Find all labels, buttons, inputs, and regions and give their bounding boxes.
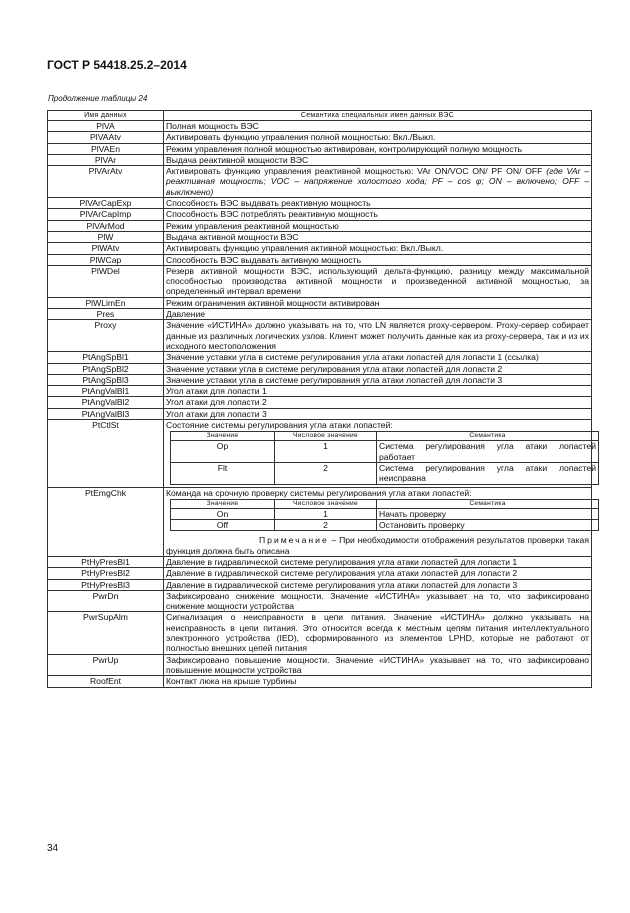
data-name-cell: PwrDn	[48, 590, 164, 612]
data-name-cell: PtAngSpBl2	[48, 363, 164, 374]
data-name-cell: Proxy	[48, 320, 164, 352]
desc-text: Активировать функцию управления полной мощностью: Вкл./Выкл.	[166, 132, 436, 143]
sub-row	[171, 508, 599, 519]
table-row	[48, 143, 592, 154]
document-header: ГОСТ Р 54418.25.2–2014	[47, 58, 187, 72]
data-desc-cell	[164, 579, 592, 590]
data-name-cell: PlWLimEn	[48, 297, 164, 308]
column-header-name: Имя данных	[48, 111, 164, 121]
data-name-cell: PtAngSpBl1	[48, 352, 164, 363]
table-row	[48, 363, 592, 374]
data-desc-cell	[164, 166, 592, 198]
data-name-cell: PtAngValBl2	[48, 397, 164, 408]
sub-num: 1	[275, 441, 377, 463]
table-row	[48, 209, 592, 220]
data-name-cell: PtAngSpBl3	[48, 374, 164, 385]
desc-text: Способность ВЭС выдавать реактивную мощность	[166, 198, 371, 209]
table-row	[48, 397, 592, 408]
table-row	[48, 676, 592, 687]
desc-text: Контакт люка на крыше турбины	[166, 676, 297, 687]
sub-header-num: Числовое значение	[275, 432, 377, 441]
data-name-cell: PlVArCapExp	[48, 198, 164, 209]
data-name-cell: PtAngValBl1	[48, 386, 164, 397]
data-desc-cell	[164, 374, 592, 385]
desc-text: Зафиксировано снижение мощности. Значение «ИСТИНА» указывает на то, что зафиксировано снижение мощности устройства	[166, 590, 589, 612]
data-desc-cell	[164, 320, 592, 352]
desc-text: Режим управления реактивной мощностью	[166, 220, 339, 231]
ptemgchk-subtable	[170, 499, 599, 532]
data-name-cell: PtAngValBl3	[48, 408, 164, 419]
sub-num: 2	[275, 520, 377, 531]
table-row	[48, 320, 592, 352]
data-desc-cell	[164, 243, 592, 254]
table-row	[48, 243, 592, 254]
table-row	[48, 132, 592, 143]
data-desc-cell	[164, 654, 592, 676]
table-row	[48, 386, 592, 397]
data-name-cell: PwrSupAlm	[48, 612, 164, 654]
sub-sem: Остановить проверку	[377, 520, 599, 531]
sub-header-value: Значение	[171, 432, 275, 441]
data-desc-cell	[164, 143, 592, 154]
data-name-cell: PlWDel	[48, 265, 164, 297]
sub-row	[171, 441, 599, 463]
data-name-cell: PwrUp	[48, 654, 164, 676]
desc-text: Угол атаки для лопасти 2	[166, 397, 267, 408]
ptctlst-desc: Состояние системы регулирования угла атаки лопастей:	[166, 420, 393, 431]
data-desc-cell	[164, 408, 592, 419]
data-desc-cell	[164, 676, 592, 687]
sub-sem: Начать проверку	[377, 508, 599, 519]
table-row	[48, 568, 592, 579]
data-name-cell: PtHyPresBl1	[48, 556, 164, 567]
sub-value: Op	[171, 441, 275, 463]
sub-row	[171, 462, 599, 484]
table-row	[48, 166, 592, 198]
desc-text: Угол атаки для лопасти 3	[166, 408, 267, 419]
data-desc-cell	[164, 220, 592, 231]
note-text: – При необходимости отображения результатов проверки такая функция должна быть описана	[166, 535, 589, 556]
data-name-cell: PlVArAtv	[48, 166, 164, 198]
desc-text: Зафиксировано повышение мощности. Значение «ИСТИНА» указывает на то, что зафиксировано повышение мощности устройства	[166, 654, 589, 675]
desc-italic-text: (где VAr – реактивная мощность; VOC – напряжение холостого хода; PF – cos φ; ON – включено; OFF – выключено)	[166, 166, 589, 197]
sub-header-semantics: Семантика	[377, 499, 599, 508]
ptemgchk-desc: Команда на срочную проверку системы регулирования угла атаки лопастей:	[166, 487, 472, 498]
data-desc-cell	[164, 352, 592, 363]
sub-header-semantics: Семантика	[377, 432, 599, 441]
desc-text: Давление в гидравлической системе регулирования угла атаки лопастей для лопасти 3	[166, 579, 518, 590]
table-row	[48, 231, 592, 242]
desc-text: Активировать функцию управления реактивной мощностью: VAr ON/VOC ON/ PF ON/ OFF	[166, 166, 547, 177]
table-row	[48, 420, 592, 487]
desc-text: Давление в гидравлической системе регулирования угла атаки лопастей для лопасти 2	[166, 568, 518, 579]
desc-text: Активировать функцию управления активной мощностью: Вкл./Выкл.	[166, 243, 444, 254]
table-row	[48, 374, 592, 385]
data-desc-cell	[164, 612, 592, 654]
data-desc-cell	[164, 487, 592, 556]
data-desc-cell	[164, 231, 592, 242]
data-desc-cell	[164, 363, 592, 374]
table-row	[48, 254, 592, 265]
desc-text: Сигнализация о неисправности в цепи питания. Значение «ИСТИНА» должно указывать на неисправность в цепи питания. Это относится всегда к местным цепям питания интеллектуального электронного устройства (IED), сформированного из элементов LPHD, которые не работают от полностью внешних цепей питания	[166, 612, 589, 654]
desc-text: Угол атаки для лопасти 1	[166, 386, 267, 397]
table-row	[48, 408, 592, 419]
column-header-semantics: Семантика специальных имен данных ВЭС	[164, 111, 592, 121]
desc-text: Значение уставки угла в системе регулирования угла атаки лопастей для лопасти 2	[166, 363, 503, 374]
ptctlst-subtable	[170, 431, 599, 484]
table-row	[48, 220, 592, 231]
desc-text: Значение уставки угла в системе регулирования угла атаки лопастей для лопасти 1 (ссылка)	[166, 352, 539, 363]
data-name-cell: PtHyPresBl3	[48, 579, 164, 590]
data-name-cell: PtCtlSt	[48, 420, 164, 487]
data-name-cell: PlVArMod	[48, 220, 164, 231]
table-row	[48, 579, 592, 590]
data-name-cell: PlW	[48, 231, 164, 242]
desc-text: Выдача активной мощности ВЭС	[166, 231, 299, 242]
data-desc-cell	[164, 420, 596, 487]
note-label: Примечание	[259, 535, 329, 546]
sub-num: 1	[275, 508, 377, 519]
table-row	[48, 309, 592, 320]
data-name-cell: PlVAAtv	[48, 132, 164, 143]
sub-num: 2	[275, 462, 377, 484]
data-desc-cell	[164, 590, 592, 612]
data-name-cell: Pres	[48, 309, 164, 320]
sub-header-num: Числовое значение	[275, 499, 377, 508]
data-desc-cell	[164, 132, 592, 143]
table-row	[48, 297, 592, 308]
table-row	[48, 121, 592, 132]
data-desc-cell	[164, 568, 592, 579]
desc-text: Полная мощность ВЭС	[166, 121, 259, 131]
sub-value: On	[171, 508, 275, 519]
data-desc-cell	[164, 121, 592, 132]
desc-text: Давление в гидравлической системе регулирования угла атаки лопастей для лопасти 1	[166, 556, 518, 567]
desc-text: Режим ограничения активной мощности активирован	[166, 297, 380, 308]
data-desc-cell	[164, 154, 592, 165]
data-desc-cell	[164, 265, 592, 297]
table-row	[48, 590, 592, 612]
table-row	[48, 556, 592, 567]
data-name-cell: RoofEnt	[48, 676, 164, 687]
table-row	[48, 612, 592, 654]
desc-text: Резерв активной мощности ВЭС, использующий дельта-функцию, разницу между максимальной способностью производства активной мощности и произведенной активной мощностью, за определенный интервал времени	[166, 265, 589, 297]
data-name-cell: PlVArCapImp	[48, 209, 164, 220]
sub-value: Flt	[171, 462, 275, 484]
table-continuation-caption: Продолжение таблицы 24	[48, 94, 148, 103]
data-desc-cell	[164, 297, 592, 308]
data-name-cell: PtHyPresBl2	[48, 568, 164, 579]
sub-header-value: Значение	[171, 499, 275, 508]
table-row	[48, 154, 592, 165]
table-row	[48, 352, 592, 363]
data-name-cell: PlVAEn	[48, 143, 164, 154]
data-names-table	[47, 110, 596, 688]
data-desc-cell	[164, 397, 592, 408]
data-desc-cell	[164, 556, 592, 567]
data-desc-cell	[164, 254, 592, 265]
desc-text: Режим управления полной мощностью активирован, контролирующий полную мощность	[166, 143, 523, 154]
desc-text: Выдача реактивной мощности ВЭС	[166, 154, 309, 165]
data-desc-cell	[164, 209, 592, 220]
data-name-cell: PlVA	[48, 121, 164, 132]
data-desc-cell	[164, 386, 592, 397]
data-name-cell: PtEmgChk	[48, 487, 164, 556]
data-name-cell: PlWCap	[48, 254, 164, 265]
data-desc-cell	[164, 198, 592, 209]
desc-text: Способность ВЭС потреблять реактивную мощность	[166, 209, 378, 220]
desc-text: Значение уставки угла в системе регулирования угла атаки лопастей для лопасти 3	[166, 374, 503, 385]
table-row	[48, 654, 592, 676]
ptemgchk-note	[166, 533, 591, 556]
sub-row	[171, 520, 599, 531]
table-row	[48, 265, 592, 297]
page-number: 34	[47, 843, 59, 854]
sub-sem: Система регулирования угла атаки лопастей неисправна	[377, 462, 599, 484]
desc-text: Значение «ИСТИНА» должно указывать на то, что LN является proxy-сервером. Proxy-сервер собирает данные из различных логических узлов. Клиент может получить данные как из proxy-сервера, так и из их исходного местоположения	[166, 320, 589, 351]
table-row	[48, 487, 592, 556]
table-row	[48, 198, 592, 209]
sub-value: Off	[171, 520, 275, 531]
data-name-cell: PlWAtv	[48, 243, 164, 254]
table-header-row	[48, 111, 592, 121]
sub-sem: Система регулирования угла атаки лопастей работает	[377, 441, 599, 463]
data-name-cell: PlVAr	[48, 154, 164, 165]
desc-text: Давление	[166, 309, 206, 320]
desc-text: Способность ВЭС выдавать активную мощность	[166, 254, 362, 265]
data-desc-cell	[164, 309, 592, 320]
